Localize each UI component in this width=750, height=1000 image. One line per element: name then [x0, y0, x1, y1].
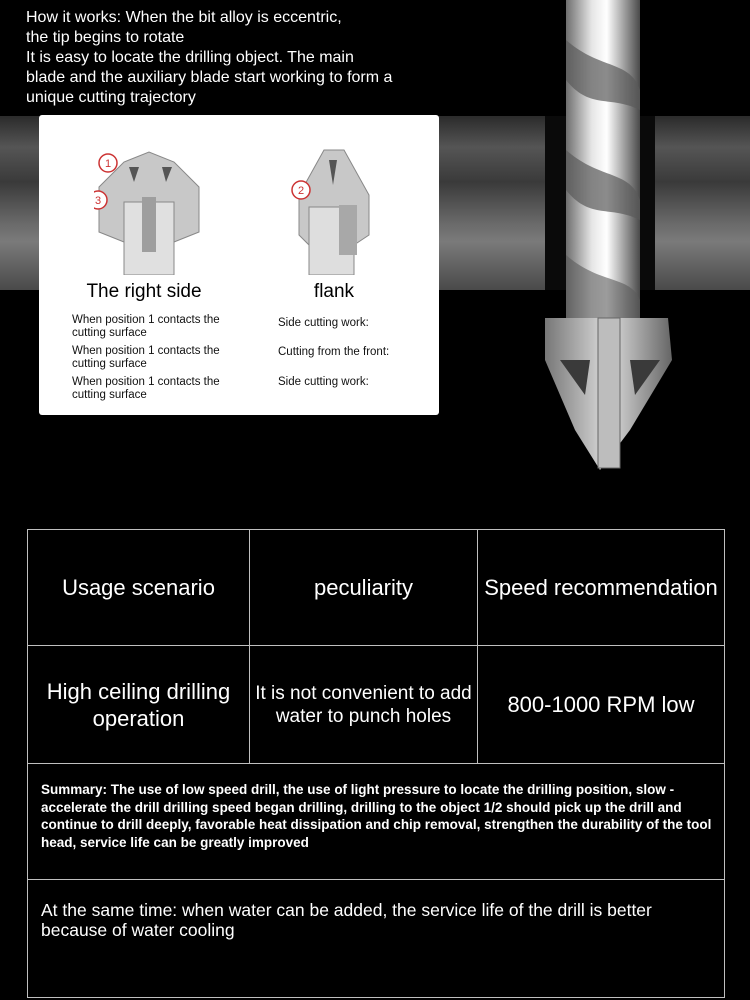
table-row [28, 646, 724, 764]
cell-speed-recommendation: 800-1000 RPM low [507, 691, 695, 717]
right-side-caption: The right side [86, 281, 202, 302]
intro-line: It is easy to locate the drilling object. The main [26, 49, 354, 66]
marker-1: 1 [104, 158, 112, 170]
intro-line: the tip begins to rotate [26, 29, 185, 46]
note-row [28, 880, 724, 997]
flank-tip-illustration [289, 145, 379, 275]
left-note: When position 1 contacts the cutting surface [72, 345, 220, 370]
summary-row [28, 764, 724, 880]
intro-line: blade and the auxiliary blade start working to form a [26, 69, 393, 86]
marker-2: 2 [297, 185, 305, 197]
left-note: When position 1 contacts the cutting surface [72, 376, 220, 401]
intro-line: unique cutting trajectory [26, 89, 196, 106]
header-usage-scenario: Usage scenario [28, 530, 250, 645]
diagram-card [39, 115, 439, 415]
flank-caption: flank [313, 281, 355, 302]
usage-table [27, 529, 725, 998]
marker-3: 3 [94, 195, 102, 207]
right-note: Side cutting work: [278, 376, 369, 388]
right-note: Cutting from the front: [278, 346, 390, 358]
summary-text: Summary: The use of low speed drill, the use of light pressure to locate the drilling position, slow - accelerate the drill drilling speed began drilling, drilling to the object 1/2 should pick up the drill and continue to drill deeply, favorable heat dissipation and chip removal, strengthen the durability of the tool head, service life can be greatly improved [41, 782, 712, 850]
water-cooling-note: At the same time: when water can be added, the service life of the drill is better because of water cooling [41, 900, 652, 940]
right-side-tip-illustration [94, 147, 204, 275]
intro-line: How it works: When the bit alloy is eccentric, [26, 9, 342, 26]
left-note: When position 1 contacts the cutting surface [72, 314, 220, 339]
cell-usage-scenario: High ceiling drilling operation [28, 646, 250, 763]
intro-text [26, 8, 466, 108]
table-header-row [28, 530, 724, 646]
cell-peculiarity: It is not convenient to add water to punch holes [250, 646, 478, 763]
header-speed-recommendation: Speed recommendation [484, 574, 718, 600]
right-note: Side cutting work: [278, 317, 369, 329]
header-peculiarity: peculiarity [250, 530, 478, 645]
